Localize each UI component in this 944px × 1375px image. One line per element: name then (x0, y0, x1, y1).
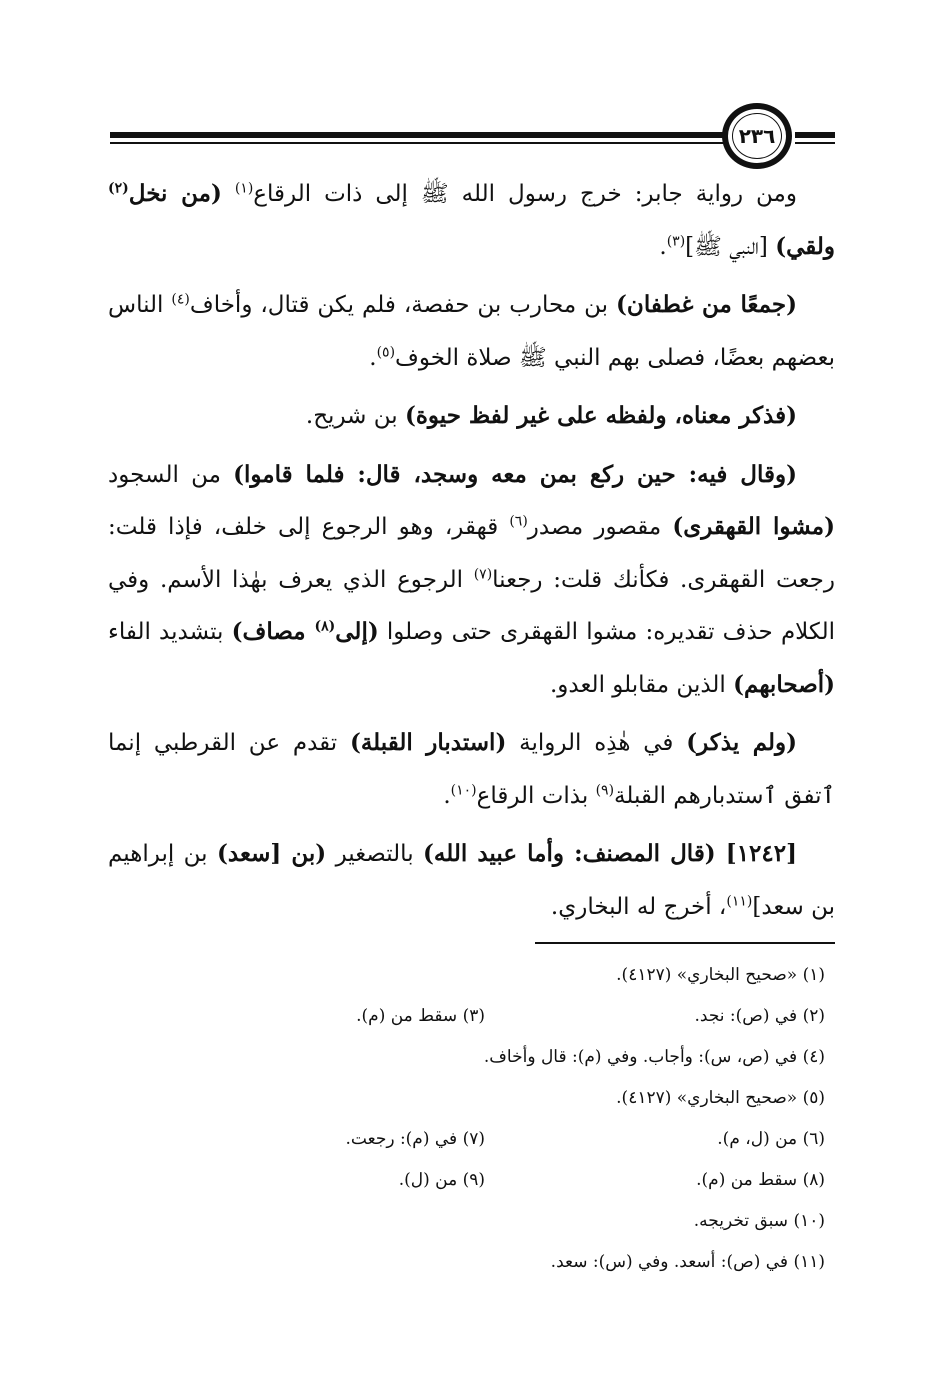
footnote-row (108, 1078, 835, 1119)
footnote: (١) «صحيح البخاري» (٤١٢٧). (616, 965, 825, 985)
footnote-row (108, 996, 835, 1037)
paragraph: (ولم يذكر) في هٰذِه الرواية (استدبار القبلة) تقدم عن القرطبي إنما ٱتفق ٱستدبارهم القبلة$^{(٩)}$ بذات الرقاع$^{(١٠)}$. (108, 729, 835, 809)
header-rule-right-thin (795, 142, 835, 144)
footnote-separator (535, 942, 835, 944)
header-rule-thick (110, 132, 726, 138)
footnote: (٨) سقط من (م). (696, 1170, 825, 1190)
footnote: (٣) سقط من (م). (356, 1006, 485, 1026)
footnote: (٥) «صحيح البخاري» (٤١٢٧). (616, 1088, 825, 1108)
header-rule-right (795, 132, 835, 138)
footnote: (١٠) سبق تخريجه. (693, 1211, 825, 1231)
page-header (0, 0, 944, 170)
paragraph: (وقال فيه: حين ركع بمن معه وسجد، قال: فلما قاموا) من السجود (مشوا القهقرى) مقصور مصدر$^{(٦)}$ قهقر، وهو الرجوع إلى خلف، فإذا قلت: رجعت القهقرى. فكأنك قلت: رجعنا$^{(٧)}$ الرجوع الذي يعرف بهٰذا الأسم. وفي الكلام حذف تقديره: مشوا القهقرى حتى وصلوا (إلى$^{(٨)}$ مصاف) بتشديد الفاء (أصحابهم) الذين مقابلو العدو. (108, 460, 836, 698)
header-rule-thin (110, 142, 726, 144)
footnote-row (108, 1242, 835, 1283)
footnote: (٢) في (ص): نجد. (694, 1006, 825, 1026)
footnote-row (108, 1201, 835, 1242)
footnote: (١١) في (ص): أسعد. وفي (س): سعد. (550, 1252, 825, 1272)
footnote-row (108, 955, 835, 996)
footnote: (٤) في (ص، س): وأجاب. وفي (م): قال وأخاف. (483, 1047, 825, 1067)
footnote: (٩) من (ل). (398, 1170, 485, 1190)
paragraph: [١٢٤٢] (قال المصنف: وأما عبيد الله) بالتصغير (بن [سعد) بن إبراهيم بن سعد]$^{(١١)}$، أخرج له البخاري. (108, 840, 835, 920)
page-number (722, 103, 792, 169)
footnote: (٦) من (ل، م). (717, 1129, 825, 1149)
paragraph: (جمعًا من غطفان) بن محارب بن حفصة، فلم يكن قتال، وأخاف$^{(٤)}$ الناس بعضهم بعضًا، فصلى بهم النبي ﷺ صلاة الخوف$^{(٥)}$. (108, 291, 835, 371)
footnote-row (108, 1119, 835, 1160)
footnotes (108, 955, 835, 1283)
footnote-row (108, 1160, 835, 1201)
footnote: (٧) في (م): رجعت. (345, 1129, 485, 1149)
footnote-row (108, 1037, 835, 1078)
main-text (108, 168, 835, 939)
paragraph: ومن رواية جابر: خرج رسول الله ﷺ إلى ذات الرقاع$^{(١)}$ (من نخل$^{(٢)}$ ولقي) [النبي ﷺ]$^{(٣)}$. (108, 180, 835, 260)
page-number-text: ٢٣٦ (738, 124, 776, 148)
paragraph: (فذكر معناه، ولفظه على غير لفظ حيوة) بن شريح. (305, 402, 797, 429)
